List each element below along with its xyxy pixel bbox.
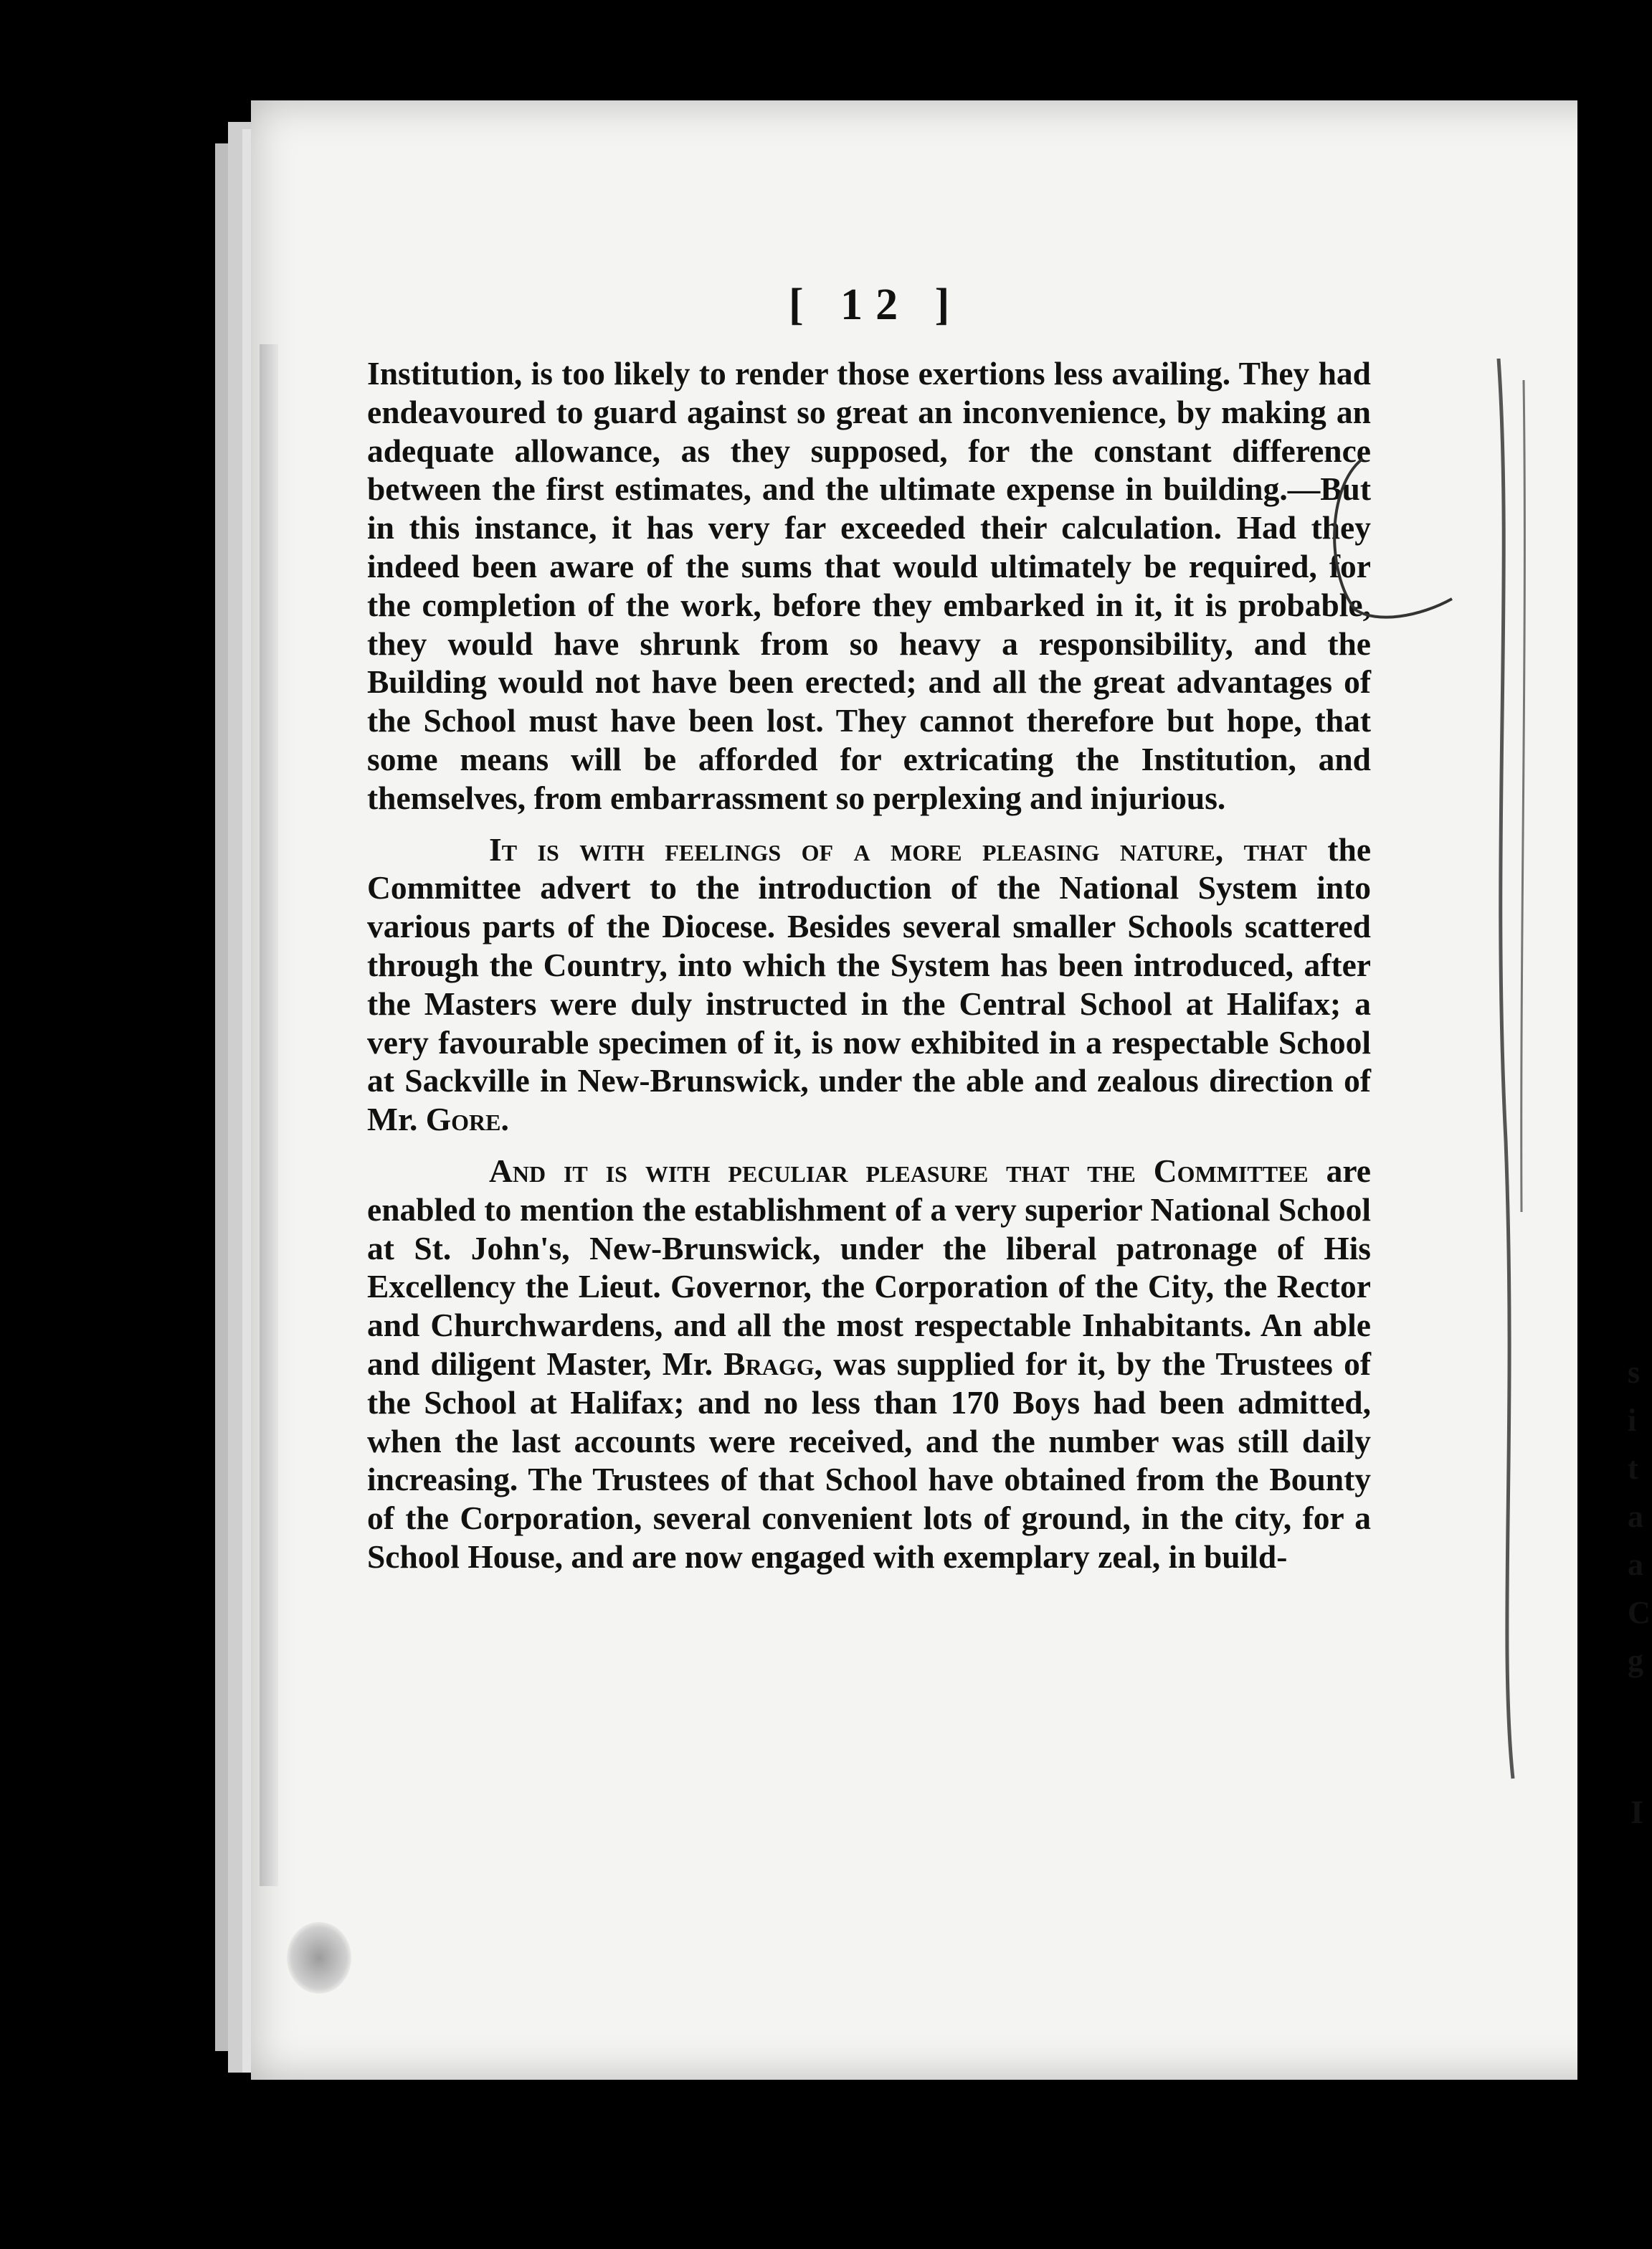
paragraph-1: Institution, is too likely to render those exertions less availing. They had endeavoured to guard against so great an inconvenience, by making an adequate allowance, as they supposed, for the constant difference between the first estimates, and the ultimate expense in building.—But in this instance, it has very far exceeded their calculation. Had they indeed been aware of the sums that would ultimately be required, for the completion of the work, before they embarked in it, it is probable, they would have shrunk from so heavy a responsibility, and the Building would not have been erected; and all the great advantages of the School must have been lost. They cannot therefore but hope, that some means will be afforded for extricating the Institution, and themselves, from embarrassment so perplexing and injurious. (367, 355, 1371, 816)
paragraph-3-tail: , was supplied for it, by the Trustees of the School at Halifax; and no less than 170 Boys had been admitted, when the last accounts were received, and the number was still daily increasing. The Trustees of that School have obtained from the Bounty of the Corporation, several convenient lots of ground, in the city, for a School House, and are now engaged with exemplary zeal, in build- (367, 1345, 1371, 1575)
next-page-edge-letters: s i t a a C g (1628, 1355, 1651, 1678)
page-smudge (287, 1922, 351, 1994)
pencil-bracket-mark (1312, 445, 1456, 631)
next-page-edge-letter: I (1630, 1794, 1643, 1830)
binding-strip (1577, 0, 1652, 2249)
paragraph-3-lead: And it is with peculiar pleasure that the Committee (489, 1152, 1309, 1189)
name-bragg: Bragg (723, 1345, 815, 1382)
paragraph-2-lead: It is with feelings of a more pleasing nature, that (489, 830, 1307, 868)
paragraph-2 (367, 830, 1371, 1139)
page-gutter-shadow (260, 344, 278, 1886)
paragraph-2-text: the Committee advert to the introduction of the National System into various parts of the Diocese. Besides several smaller Schools scattered through the Country, into which the System has been introduced, after the Masters were duly instructed in the Central School at Halifax; a very favourable specimen of it, is now exhibited in a respectable School at Sackville in New-Brunswick, under the able and zealous direction of Mr. (367, 830, 1372, 1138)
pencil-margin-line (1484, 351, 1542, 1786)
name-gore: Gore (425, 1101, 501, 1138)
page-body (367, 354, 1371, 1576)
page-number: [ 12 ] (789, 280, 963, 329)
name-gore-end: . (500, 1101, 509, 1138)
paragraph-3-text: are enabled to mention the establishment of a very superior National School at St. John's, New-Brunswick, under the liberal patronage of His Excellency the Lieut. Governor, the Corporation of the City, the Rector and Churchwardens, and all the most respectable Inhabitants. An able and diligent Master, Mr. (367, 1152, 1371, 1382)
paragraph-3 (367, 1152, 1371, 1576)
